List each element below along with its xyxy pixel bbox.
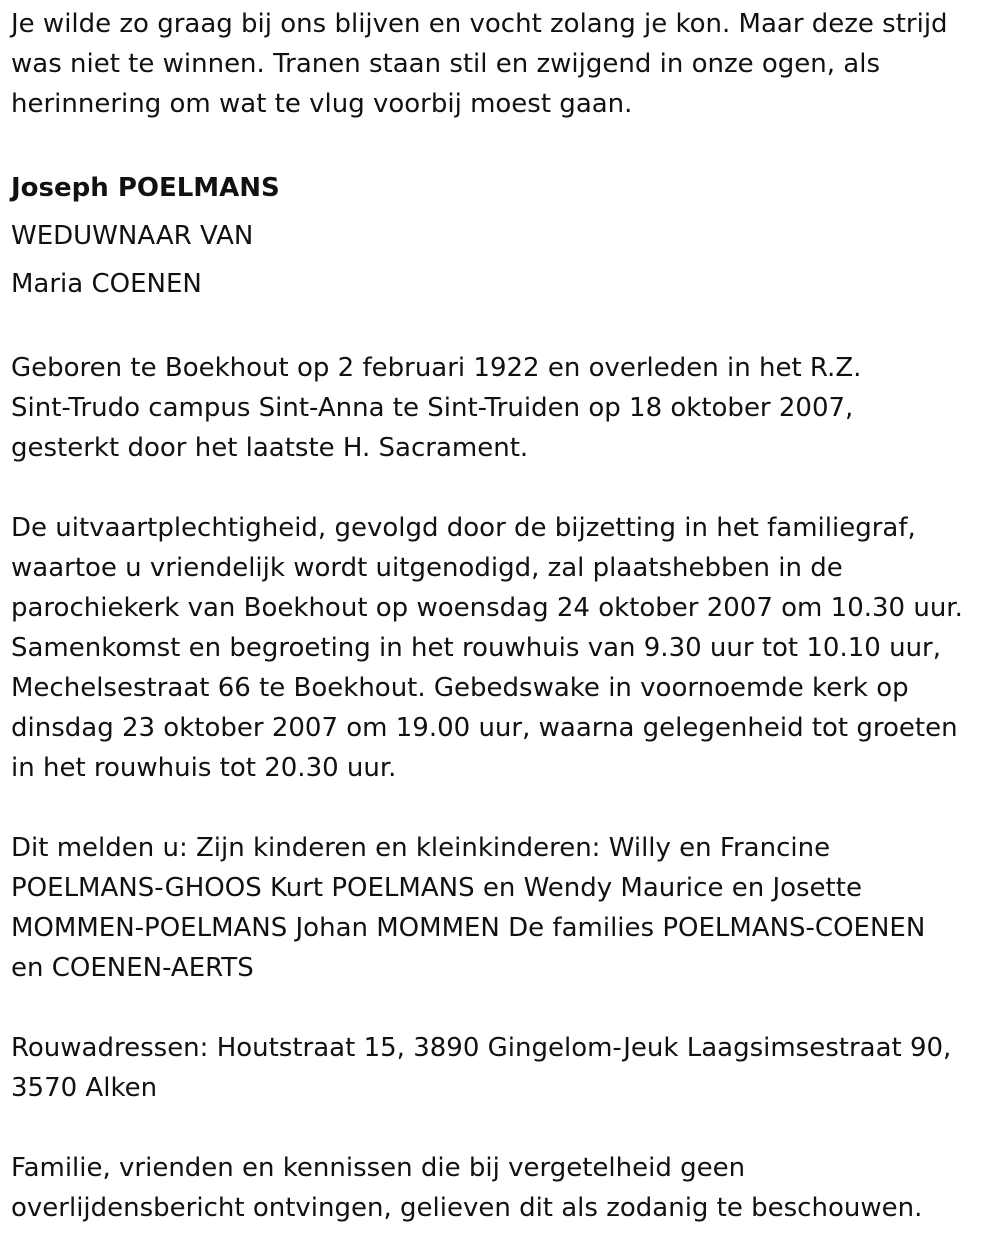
family-line: POELMANS-GHOOS Kurt POELMANS en Wendy Maurice en Josette [11, 873, 862, 903]
funeral-line: dinsdag 23 oktober 2007 om 19.00 uur, waarna gelegenheid tot groeten [11, 713, 958, 743]
family-line: Dit melden u: Zijn kinderen en kleinkinderen: Willy en Francine [11, 833, 831, 863]
deceased-block [11, 164, 996, 308]
address-line: Rouwadressen: Houtstraat 15, 3890 Gingelom-Jeuk Laagsimsestraat 90, [11, 1033, 952, 1063]
funeral-line: waartoe u vriendelijk wordt uitgenodigd, zal plaatshebben in de [11, 553, 843, 583]
notice-line: Familie, vrienden en kennissen die bij vergetelheid geen [11, 1153, 746, 1183]
intro-line: Je wilde zo graag bij ons blijven en vocht zolang je kon. Maar deze strijd [11, 9, 948, 39]
notice-line: overlijdensbericht ontvingen, gelieven dit als zodanig te beschouwen. [11, 1193, 923, 1223]
intro-paragraph [11, 4, 996, 124]
relation-label: WEDUWNAAR VAN [11, 221, 254, 251]
family-line: MOMMEN-POELMANS Johan MOMMEN De families POELMANS-COENEN [11, 913, 926, 943]
birth-death-line: Sint-Trudo campus Sint-Anna te Sint-Truiden op 18 oktober 2007, [11, 393, 854, 423]
birth-death-line: Geboren te Boekhout op 2 februari 1922 en overleden in het R.Z. [11, 353, 862, 383]
address-line: 3570 Alken [11, 1073, 158, 1103]
funeral-line: in het rouwhuis tot 20.30 uur. [11, 753, 397, 783]
funeral-line: Mechelsestraat 66 te Boekhout. Gebedswake in voornoemde kerk op [11, 673, 909, 703]
deceased-name: Joseph POELMANS [11, 173, 280, 203]
birth-death-paragraph [11, 348, 996, 468]
intro-line: was niet te winnen. Tranen staan stil en zwijgend in onze ogen, als [11, 49, 880, 79]
addresses-paragraph [11, 1028, 996, 1108]
notice-paragraph [11, 1148, 996, 1228]
funeral-paragraph [11, 508, 996, 788]
funeral-line: Samenkomst en begroeting in het rouwhuis van 9.30 uur tot 10.10 uur, [11, 633, 941, 663]
family-line: en COENEN-AERTS [11, 953, 254, 983]
funeral-line: parochiekerk van Boekhout op woensdag 24 oktober 2007 om 10.30 uur. [11, 593, 963, 623]
birth-death-line: gesterkt door het laatste H. Sacrament. [11, 433, 529, 463]
intro-line: herinnering om wat te vlug voorbij moest gaan. [11, 89, 633, 119]
obituary-document [11, 4, 996, 1228]
family-paragraph [11, 828, 996, 988]
funeral-line: De uitvaartplechtigheid, gevolgd door de bijzetting in het familiegraf, [11, 513, 916, 543]
spouse-name: Maria COENEN [11, 269, 202, 299]
